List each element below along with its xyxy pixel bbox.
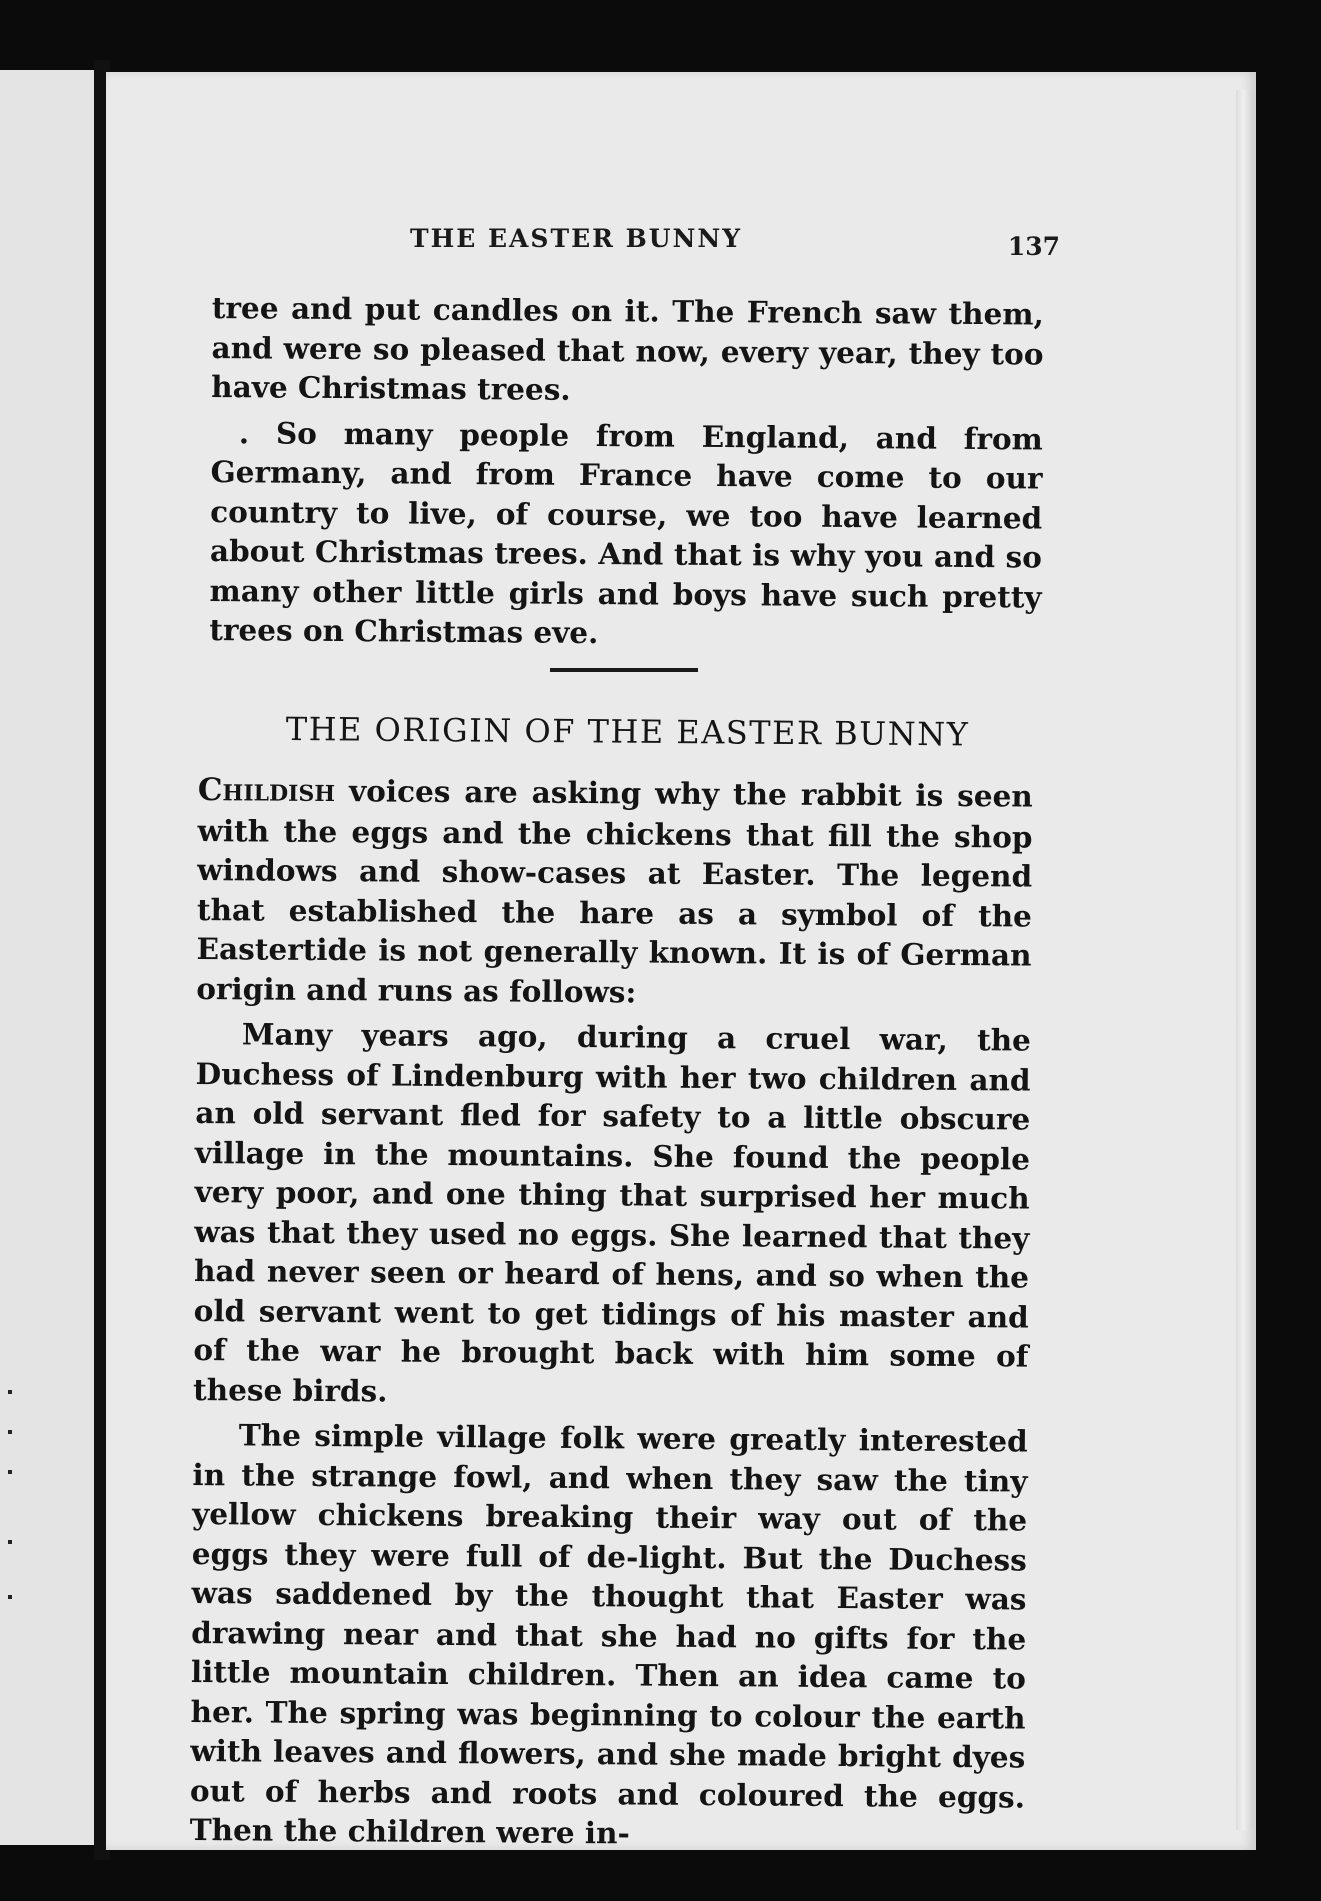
opening-paragraph-text: voices are asking why the rabbit is seen with the eggs and the chickens that fill the shop windows and show-cases at Easter. The legend that established the hare as a symbol of the Eastertide is not generally known. It is of German origin and runs as follows: [196,773,1033,1009]
facing-page-edge [0,70,96,1845]
scan-specks [8,1390,14,1610]
page-number: 137 [1007,232,1060,261]
section-body [190,770,1033,1856]
paragraph: The simple village folk were greatly interested in the strange fowl, and when they saw the tiny yellow chickens breaking their way out of the eggs they were full of de-light. But the Duchess was saddened by the thought that Easter was drawing near and that she had no gifts for the little mountain children. Then an idea came to her. The spring was beginning to colour the earth with leaves and flowers, and she made bright dyes out of herbs and roots and coloured the eggs. Then the children were in- [189,1417,1028,1851]
opening-word: Childish [197,771,336,810]
paragraph: tree and put candles on it. The French saw them, and were so pleased that now, every year, they too have Christmas trees. [211,289,1044,407]
paragraph: Many years ago, during a cruel war, the Duchess of Lindenburg with her two children and an old servant fled for safety to a little obscure village in the mountains. She found the people very poor, and one thing that surprised her much was that they used no eggs. She learned that they had never seen or heard of hens, and so when the old servant went to get tidings of his master and of the war he brought back with him some of these birds. [193,1016,1032,1409]
opening-paragraph [196,770,1033,1015]
page-stack-edge [1236,90,1254,1830]
continued-text [209,288,1044,656]
running-title: THE EASTER BUNNY [410,224,743,253]
page-header [210,220,1060,260]
section-title: THE ORIGIN OF THE EASTER BUNNY [285,710,970,754]
section-divider [550,668,698,672]
paragraph: . So many people from England, and from Germany, and from France have come to our country to live, of course, we too have learned about Christmas trees. And that is why you and so many other little girls and boys have such pretty trees on Christmas eve. [209,414,1043,651]
